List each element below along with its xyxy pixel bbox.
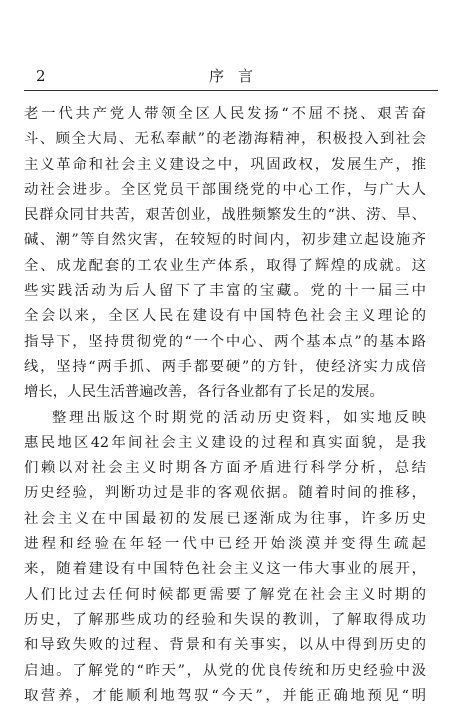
text-line: 进程和经验在年轻一代中已经开始淡漠并变得生疏起 xyxy=(24,536,426,553)
page-header xyxy=(24,66,438,92)
running-title: 序言 xyxy=(208,67,267,85)
header-rule xyxy=(24,90,438,91)
text-line: 社会主义在中国最初的发展已逐渐成为往事，许多历史 xyxy=(24,510,426,527)
text-line: 惠民地区42年间社会主义建设的过程和真实面貌，是我 xyxy=(24,434,426,451)
text-line: 们赖以对社会主义时期各方面矛盾进行科学分析，总结 xyxy=(24,460,426,477)
text-line: 碱、潮”等自然灾害，在较短的时间内，初步建立起设施齐 xyxy=(24,232,426,249)
text-line: 和导致失败的过程、背景和有关事实，以从中得到历史的 xyxy=(24,637,426,654)
text-line: 老一代共产党人带领全区人民发扬“不屈不挠、艰苦奋 xyxy=(24,106,426,122)
text-line: 增长，人民生活普遍改善，各行各业都有了长足的发展。 xyxy=(24,384,384,401)
text-line: 启迪。了解党的“昨天”，从党的优良传统和历史经验中汲 xyxy=(24,662,426,679)
text-line: 线，坚持“两手抓、两手都要硬”的方针，使经济实力成倍 xyxy=(24,358,426,375)
text-line: 历史经验，判断功过是非的客观依据。随着时间的推移， xyxy=(24,485,426,502)
text-line: 斗、顾全大局、无私奉献”的老渤海精神，积极投入到社会 xyxy=(24,131,426,148)
text-line: 取营养，才能顺利地驾驭“今天”，并能正确地预见“明 xyxy=(24,687,426,704)
page-number: 2 xyxy=(36,67,46,85)
paragraph-1 xyxy=(24,102,426,406)
text-line: 人们比过去任何时候都更需要了解党在社会主义时期的 xyxy=(24,586,426,603)
text-line: 整理出版这个时期党的活动历史资料，如实地反映 xyxy=(52,409,426,426)
text-line: 主义革命和社会主义建设之中，巩固政权，发展生产，推 xyxy=(24,156,426,173)
text-line: 全、成龙配套的工农业生产体系，取得了辉煌的成就。这 xyxy=(24,257,426,274)
body-text xyxy=(24,102,426,709)
text-line: 指导下，坚持贯彻党的“一个中心、两个基本点”的基本路 xyxy=(24,333,426,350)
text-line: 民群众同甘共苦，艰苦创业，战胜频繁发生的“洪、涝、旱、 xyxy=(24,207,426,224)
text-line: 全会以来，全区人民在建设有中国特色社会主义理论的 xyxy=(24,308,426,325)
text-line: 历史，了解那些成功的经验和失误的教训，了解取得成功 xyxy=(24,611,426,628)
text-line: 来，随着建设有中国特色社会主义这一伟大事业的展开， xyxy=(24,561,426,578)
paragraph-2 xyxy=(24,406,426,709)
text-line: 些实践活动为后人留下了丰富的宝藏。党的十一届三中 xyxy=(24,283,426,300)
text-line: 动社会进步。全区党员干部围绕党的中心工作，与广大人 xyxy=(24,181,426,198)
